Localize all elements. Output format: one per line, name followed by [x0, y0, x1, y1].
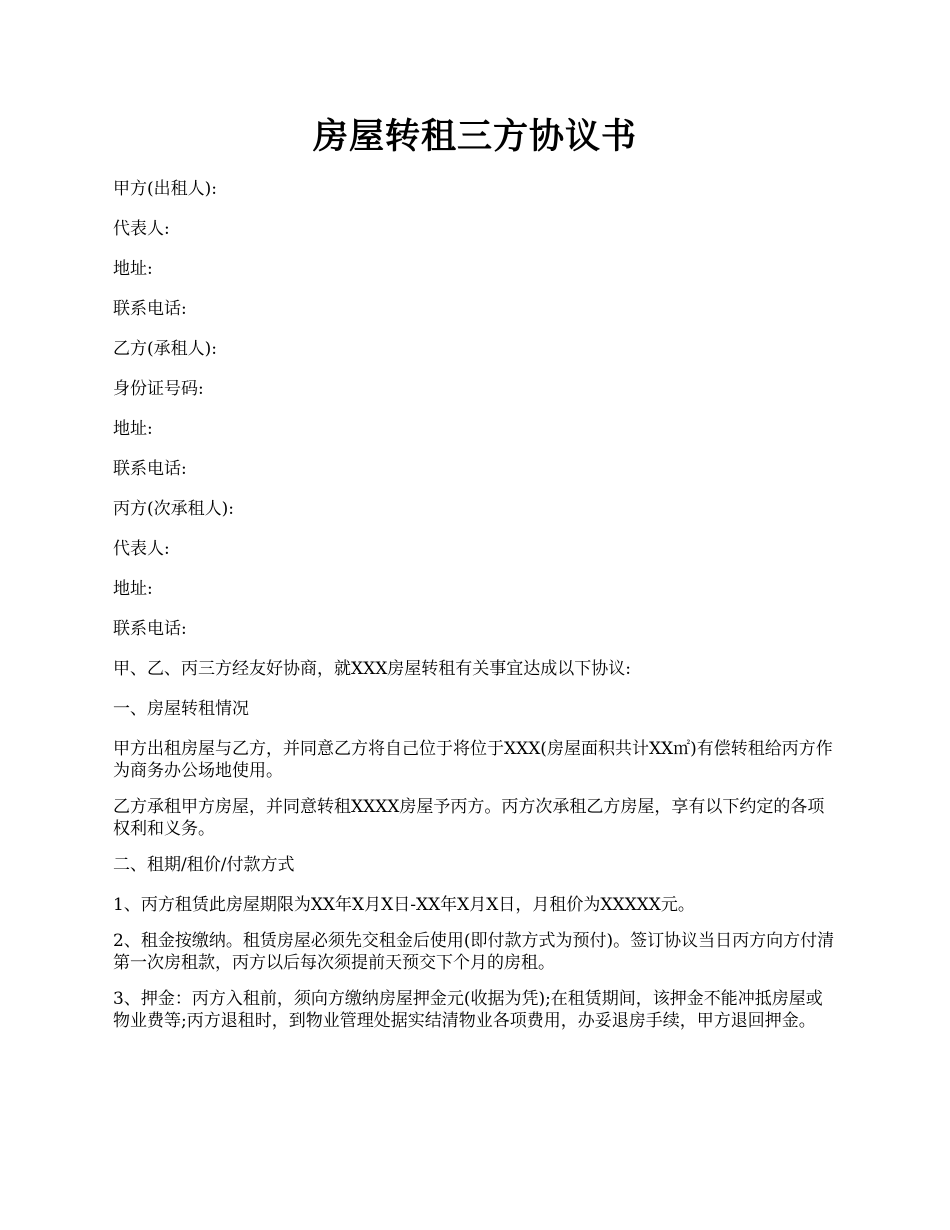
section-1-paragraph-1: 甲方出租房屋与乙方，并同意乙方将自己位于将位于XXX(房屋面积共计XX㎡)有偿转租给丙方作为商务办公场地使用。 — [113, 739, 833, 781]
intro-paragraph: 甲、乙、丙三方经友好协商，就XXX房屋转租有关事宜达成以下协议: — [113, 659, 632, 679]
section-2-paragraph-1: 1、丙方租赁此房屋期限为XX年X月X日-XX年X月X日，月租价为XXXXX元。 — [113, 895, 695, 915]
party-b-heading: 乙方(承租人): — [113, 339, 217, 359]
section-2-paragraph-2: 2、租金按缴纳。租赁房屋必须先交租金后使用(即付款方式为预付)。签订协议当日丙方向方付清第一次房租款，丙方以后每次须提前天预交下个月的房租。 — [113, 931, 835, 973]
party-a-address: 地址: — [113, 259, 153, 279]
section-2-heading: 二、租期/租价/付款方式 — [113, 855, 295, 875]
party-c-heading: 丙方(次承租人): — [113, 499, 234, 519]
party-b-address: 地址: — [113, 419, 153, 439]
party-a-heading: 甲方(出租人): — [113, 179, 217, 199]
party-c-address: 地址: — [113, 579, 153, 599]
section-2-paragraph-3: 3、押金：丙方入租前，须向方缴纳房屋押金元(收据为凭);在租赁期间，该押金不能冲抵房屋或物业费等;丙方退租时，到物业管理处据实结清物业各项费用，办妥退房手续，甲方退回押金。 — [113, 989, 823, 1031]
section-1-heading: 一、房屋转租情况 — [113, 699, 249, 719]
document-title: 房屋转租三方协议书 — [312, 116, 637, 157]
party-b-id-number: 身份证号码: — [113, 379, 204, 399]
party-c-phone: 联系电话: — [113, 619, 187, 639]
party-b-phone: 联系电话: — [113, 459, 187, 479]
document-body — [113, 178, 838, 1046]
section-1-paragraph-2: 乙方承租甲方房屋，并同意转租XXXX房屋予丙方。丙方次承租乙方房屋，享有以下约定的各项权利和义务。 — [113, 797, 825, 839]
party-a-phone: 联系电话: — [113, 299, 187, 319]
party-a-representative: 代表人: — [113, 219, 170, 239]
party-c-representative: 代表人: — [113, 539, 170, 559]
